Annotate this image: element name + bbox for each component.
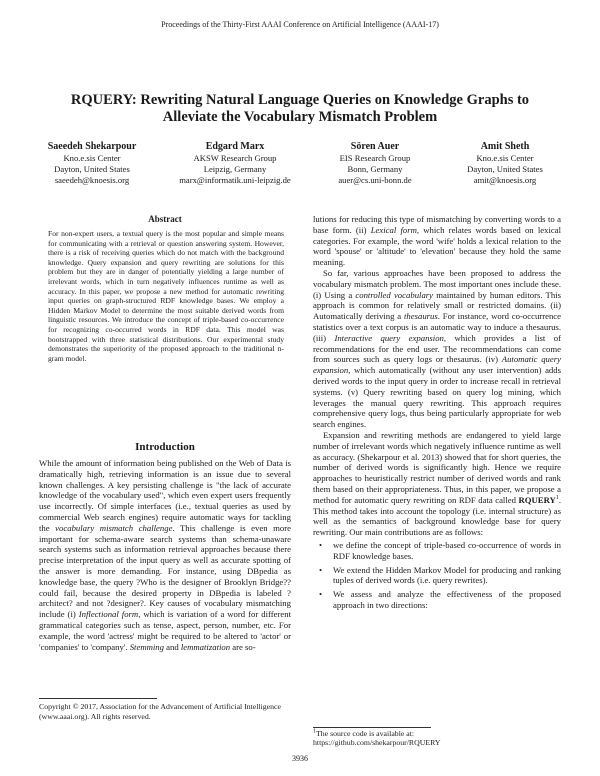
copyright-notice: Copyright © 2017, Association for the Advancement of Artificial Intelligence (www.aaai.org). All rights reserved. [39, 702, 281, 721]
emphasis: controlled vocabulary [355, 289, 434, 300]
text-run: , which provides a list of recommendations for the end user. The recommendations can come from sources such as query logs or thesaurus. (iv) [313, 332, 561, 365]
footnote-label: The source code is available at: [316, 729, 415, 738]
author-name: Amit Sheth [480, 141, 530, 152]
text-run: , which automatically (without any user intervention) adds derived words to the input query in order to increase recall in retrieval systems. (v) Query rewriting based on query log mining, which leverages the manual query rewriting. This approach requires comprehensive query logs, thus being particularly appropriate for web search engines. [313, 365, 561, 430]
bullet-icon: • [319, 539, 323, 550]
footnote-mark: 1 [313, 728, 316, 735]
author-3 [315, 140, 435, 186]
text-run: . For instance, word co-occurrence statistics over a text corpus is an automatic way to induce a thesaurus. (iii) [313, 311, 561, 343]
footnote-rule [313, 727, 431, 728]
text-run: Expansion and rewriting methods are endangered to yield large number of irrelevant words which negatively influence runtime as well as accuracy. (Shekarpour et al. 2013) showed that for short queries, the number of derived words is significantly high. Hence we require approaches to heuristically restrict number of derived words and rank them based on their appropriateness. Thus, in this paper, we propose a method for automatic query rewriting on RDF data called [313, 429, 561, 505]
author-affiliation: AKSW Research Group [193, 153, 277, 163]
emphasis: Inflectional form [78, 609, 139, 620]
text-run: While the amount of information being published on the Web of Data is dramatically high, retrieving information is an issue due to several known challenges. A key persisting challenge is "the lack of accurate knowledge of the vocabulary used", which even expert users frequently use incorrectly. Of simple interfaces (i.e., textual queries as used by commercial Web search engines) require automatic ways for tackling the [39, 458, 291, 533]
contributions-list [313, 540, 561, 611]
text-run: . This method takes into account the topology (i.e. internal structure) as well as the semantics of background knowledge base for query rewriting. Our main contributions are as follows: [313, 494, 561, 538]
author-2 [160, 140, 310, 186]
emphasis: Stemming [129, 641, 164, 652]
footnote-ref: 1 [555, 494, 559, 501]
list-item [313, 565, 561, 587]
system-name: RQUERY [518, 494, 556, 505]
paper-title: RQUERY: Rewriting Natural Language Queries on Knowledge Graphs to Alleviate the Vocabulary Mismatch Problem [70, 92, 530, 125]
author-location: Dayton, United States [467, 164, 543, 174]
text-run: , which is variation of a word for different grammatical categories such as tense, aspect, person, number, etc. For example, the word 'actress' might be required to be altered to 'actor' or 'companies' to 'company'. [39, 609, 291, 652]
text-run: So far, various approaches have been proposed to address the vocabulary mismatch problem. The most important ones include these. (i) Using a [313, 267, 561, 300]
author-email: saeedeh@knoesis.org [54, 175, 130, 185]
emphasis: lemmatization [180, 641, 231, 652]
text-run: and [163, 641, 181, 652]
author-email: auer@cs.uni-bonn.de [338, 175, 412, 185]
list-item-text: we define the concept of triple-based co-occurrence of words in RDF knowledge bases. [333, 539, 561, 561]
list-item [313, 540, 561, 562]
author-name: Edgard Marx [205, 141, 265, 152]
author-affiliation: EIS Research Group [339, 153, 411, 163]
author-name: Saeedeh Shekarpour [47, 141, 137, 152]
text-run: . This challenge is even more important for schema-aware search systems than schema-unaware search systems such as information retrieval approaches because there precise interpretation of the input query as well as accurate spotting of the answer is more demanding. For instance, using DBpedia as knowledge base, the query ?Who is the designer of Brooklyn Bridge?? could fail, because the desired property in DBpedia is labeled ?architect? and not ?designer?. Key causes of vocabulary mismatching include (i) [39, 522, 291, 620]
text-run: maintained by human editors. This approach is common for relatively small or restricted domains. (ii) Automatically deriving a [313, 289, 561, 322]
author-affiliation: Kno.e.sis Center [63, 153, 121, 163]
author-email: marx@informatik.uni-leipzig.de [179, 175, 291, 185]
author-location: Leipzig, Germany [203, 164, 267, 174]
introduction-heading: Introduction [135, 441, 195, 453]
abstract-text: For non-expert users, a textual query is the most popular and simple means for communicating with a retrieval or question answering system. However, there is a risk of receiving queries which do not match with the background knowledge. Query expansion and query rewriting are solutions for this problem but they are in danger of potentially yielding a large number of irrelevant words, which in turn negatively influences runtime as well as accuracy. In this paper, we propose a new method for automatic rewriting input queries on graph-structured RDF knowledge bases. We employ a Hidden Markov Model to determine the most suitable derived words from linguistic resources. We introduce the concept of triple-based co-occurrence for recognizing co-occurred words in RDF data. This model was bootstrapped with three statistical distributions. Our experimental study demonstrates the superiority of the proposed approach to the traditional n-gram model. [48, 229, 284, 363]
list-item [313, 589, 561, 611]
list-item-text: We extend the Hidden Markov Model for producing and ranking tuples of derived words (i.e. query rewrites). [333, 564, 561, 586]
list-item-text: We assess and analyze the effectiveness of the proposed approach in two directions: [333, 589, 561, 610]
author-4 [445, 140, 565, 186]
footnote [313, 729, 561, 748]
introduction-text [39, 458, 291, 652]
text-run: , which relates words based on lexical categories. For example, the word 'wife' holds a lexical relation to the word 'spouse' or 'altitude' to 'elevation' because they hold the same meaning. [313, 224, 561, 268]
footnote-url[interactable]: https://github.com/shekarpour/RQUERY [313, 738, 441, 748]
emphasis: Automatic query expansion [313, 354, 561, 376]
copyright-rule [39, 698, 157, 699]
author-block [40, 140, 570, 190]
author-name: Sören Auer [350, 141, 400, 152]
author-affiliation: Kno.e.sis Center [476, 153, 534, 163]
emphasis: thesaurus [403, 311, 438, 322]
proceedings-header: Proceedings of the Thirty-First AAAI Conference on Artificial Intelligence (AAAI-17) [161, 20, 439, 29]
author-email: amit@knoesis.org [473, 175, 537, 185]
emphasis: Interactive query expansion [334, 332, 444, 343]
text-run: lutions for reducing this type of mismatching by converting words to a base form. (ii) [313, 214, 561, 235]
emphasis: Lexical form [370, 224, 417, 235]
abstract-heading: Abstract [148, 214, 182, 224]
text-run: are so- [230, 641, 256, 652]
emphasis: vocabulary mismatch challenge [55, 522, 173, 533]
author-location: Dayton, United States [54, 164, 130, 174]
right-column-text [313, 214, 561, 614]
bullet-icon: • [319, 564, 323, 575]
author-location: Bonn, Germany [347, 164, 403, 174]
page-number: 3936 [292, 754, 308, 763]
bullet-icon: • [319, 589, 323, 600]
author-1 [32, 140, 152, 186]
